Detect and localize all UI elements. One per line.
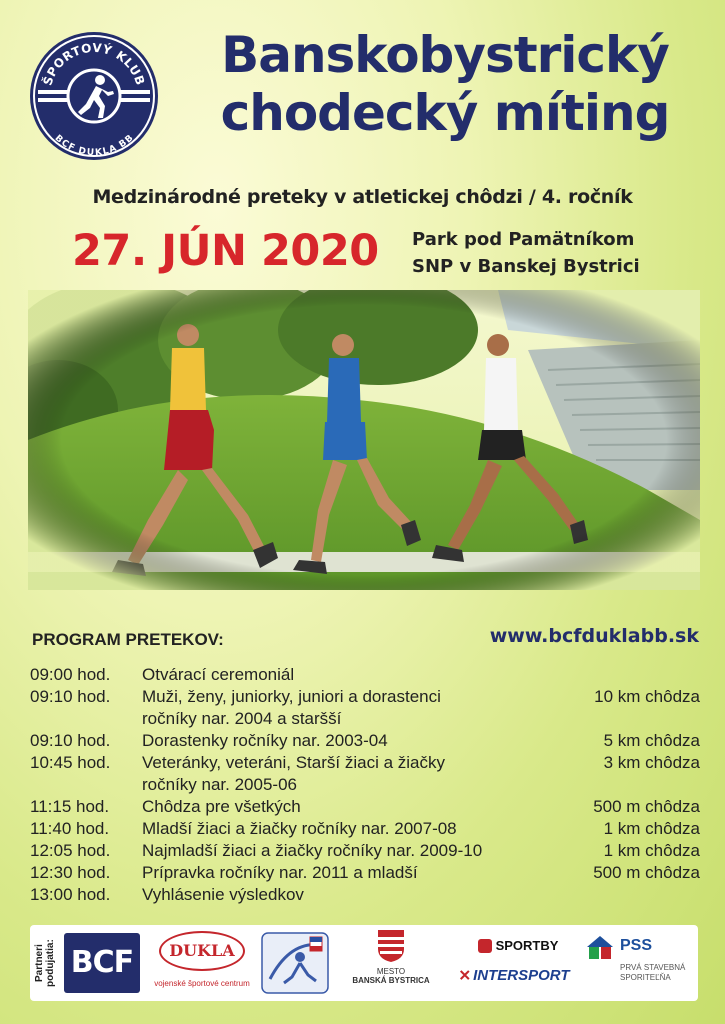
website-link[interactable]: www.bcfduklabb.sk [489,625,699,647]
schedule-row [30,664,700,686]
row-dist: 500 m chôdza [593,797,700,816]
logo-bottom-text: BCF DUKLA BB [52,133,136,159]
sponsors-bar [30,925,698,1001]
row-desc: ročníky nar. 2005-06 [142,775,297,794]
intersport-wordmark: INTERSPORT [473,967,570,984]
intersport-icon: ✕ [458,967,472,985]
intersport-logo [444,965,584,987]
row-desc: Veteránky, veteráni, Starší žiaci a žiačky [142,753,445,772]
race-walkers-photo [28,290,700,590]
title-line-2: chodecký míting [220,84,670,142]
row-desc: Dorastenky ročníky nar. 2003-04 [142,731,388,750]
row-time: 11:15 hod. [30,797,110,816]
row-time [30,774,142,796]
schedule-row [30,862,700,884]
schedule-row [30,730,700,752]
pss-logo [586,933,694,995]
row-time: 09:00 hod. [30,665,111,684]
pss-line-2: SPORITEĽŇA [620,973,671,982]
row-dist: 1 km chôdza [603,841,700,860]
dukla-subtitle: vojenské športové centrum [154,979,250,988]
row-dist [550,774,700,796]
club-logo [28,30,160,162]
schedule-row [30,708,700,730]
row-time: 10:45 hod. [30,753,111,772]
row-time [30,708,142,730]
row-dist: 1 km chôdza [603,819,700,838]
row-time: 12:30 hod. [30,863,111,882]
row-dist: 500 m chôdza [593,863,700,882]
title-line-1: Banskobystrický [221,26,669,84]
schedule-row [30,686,700,708]
row-dist [550,664,700,686]
schedule-row [30,818,700,840]
row-dist [550,884,700,906]
coat-of-arms-icon [377,929,405,963]
row-time: 11:40 hod. [30,819,110,838]
row-time: 12:05 hod. [30,841,111,860]
row-time: 09:10 hod. [30,731,111,750]
logo-top-text: ŠPORTOVÝ KLUB [40,40,148,88]
row-desc: ročníky nar. 2004 a staršší [142,709,342,728]
program-heading: PROGRAM PRETEKOV: [32,630,224,649]
page-title [180,26,710,142]
schedule-row [30,774,700,796]
event-date: 27. JÚN 2020 [72,226,379,276]
sportby-icon [478,939,492,953]
row-dist [550,708,700,730]
city-line-2: BANSKÁ BYSTRICA [352,976,430,985]
dukla-wordmark: DUKLA [159,931,245,971]
row-desc: Muži, ženy, juniorky, juniori a dorastenci [142,687,441,706]
row-time: 13:00 hod. [30,885,111,904]
row-time: 09:10 hod. [30,687,111,706]
pss-line-1: PRVÁ STAVEBNÁ [620,963,686,972]
row-desc: Mladší žiaci a žiačky ročníky nar. 2007-08 [142,819,457,838]
row-dist: 3 km chôdza [603,753,700,772]
row-dist: 10 km chôdza [594,687,700,706]
city-line-1: MESTO [376,967,406,976]
event-venue [412,226,640,280]
schedule-row [30,752,700,774]
row-desc: Najmladší žiaci a žiačky ročníky nar. 2009-10 [142,841,483,860]
row-dist: 5 km chôdza [603,731,700,750]
partners-label: Partneri podujatia: [34,939,56,987]
bcf-logo: BCF [64,933,140,993]
row-desc: Vyhlásenie výsledkov [142,885,304,904]
pss-house-icon [586,935,614,961]
venue-line-2: SNP v Banskej Bystrici [412,256,640,277]
venue-line-1: Park pod Pamätníkom [412,229,635,250]
schedule-row [30,796,700,818]
row-desc: Prípravka ročníky nar. 2011 a mladší [142,863,418,882]
schedule-row [30,840,700,862]
event-subtitle: Medzinárodné preteky v atletickej chôdzi / 4. ročník [92,186,633,208]
row-desc: Otvárací ceremoniál [142,665,295,684]
schedule-row [30,884,700,906]
row-desc: Chôdza pre všetkých [142,797,301,816]
dukla-logo [154,931,250,995]
pss-wordmark: PSS [620,937,653,954]
city-logo [346,929,436,997]
athletics-union-logo [260,931,330,995]
sportby-logo [458,935,578,955]
sportby-wordmark: SPORTBY [495,938,559,953]
schedule-list [30,664,700,906]
